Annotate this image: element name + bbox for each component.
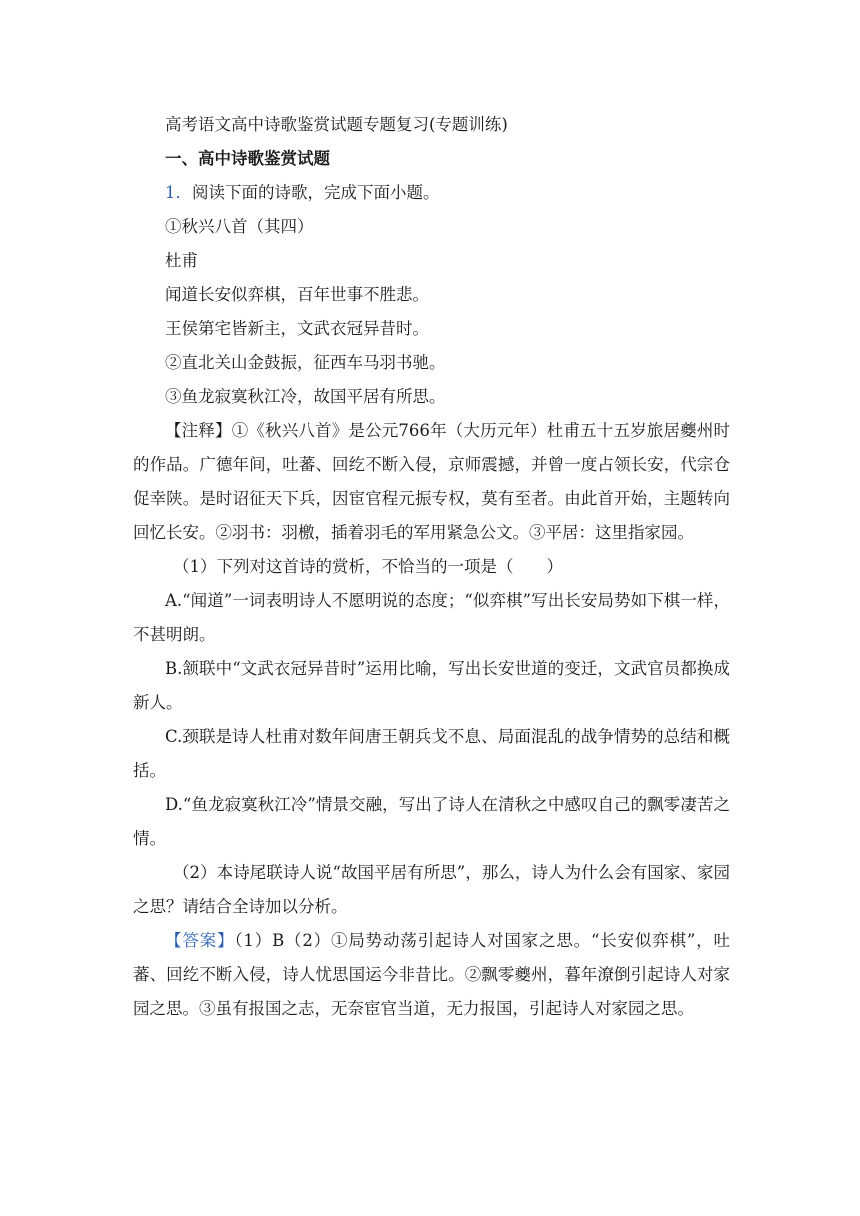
poem-line: 王侯第宅皆新主，文武衣冠异昔时。 xyxy=(165,319,429,338)
question-number: 1． xyxy=(165,183,192,202)
poem-title: ①秋兴八首（其四） xyxy=(165,217,314,236)
annotation-text: ①《秋兴八首》是公元766年（大历元年）杜甫五十五岁旅居夔州时的作品。广德年间，吐蕃、回纥不断入侵，京师震撼，并曾一度占领长安，代宗仓促幸陕。是时诏征天下兵，因宦官程元振专权，莫有至者。由此首开始，主题转向回忆长安。②羽书：羽檄，插着羽毛的军用紧急公文。③平居：这里指家园。 xyxy=(133,421,730,542)
sub-question-1: （1）下列对这首诗的赏析，不恰当的一项是（ ） xyxy=(173,557,563,576)
section-heading: 一、高中诗歌鉴赏试题 xyxy=(165,149,330,168)
poem-line: ③鱼龙寂寞秋江冷，故国平居有所思。 xyxy=(165,387,446,406)
question-line xyxy=(165,176,732,210)
question-prompt: 阅读下面的诗歌，完成下面小题。 xyxy=(192,183,440,202)
option-c: C.颈联是诗人杜甫对数年间唐王朝兵戈不息、局面混乱的战争情势的总结和概括。 xyxy=(133,727,730,780)
sub-question-2: （2）本诗尾联诗人说“故国平居有所思”，那么，诗人为什么会有国家、家园之思？请结合全诗加以分析。 xyxy=(133,863,730,916)
poem-line: ②直北关山金鼓振，征西车马羽书驰。 xyxy=(165,353,446,372)
option-a: A.“闻道”一词表明诗人不愿明说的态度；“似弈棋”写出长安局势如下棋一样，不甚明朗。 xyxy=(133,591,730,644)
answer-tag: 【答案】 xyxy=(165,931,235,950)
option-b: B.颔联中“文武衣冠异昔时”运用比喻，写出长安世道的变迁，文武官员都换成新人。 xyxy=(133,659,730,712)
doc-title: 高考语文高中诗歌鉴赏试题专题复习(专题训练) xyxy=(165,115,508,134)
answer-text: （1）B（2）①局势动荡引起诗人对国家之思。“长安似弈棋”，吐蕃、回纥不断入侵，诗人忧思国运今非昔比。②飘零夔州，暮年潦倒引起诗人对家园之思。③虽有报国之志，无奈宦官当道，无力报国，引起诗人对家园之思。 xyxy=(133,931,730,1018)
annotation-paragraph xyxy=(133,414,730,550)
poem-line: 闻道长安似弈棋，百年世事不胜悲。 xyxy=(165,285,429,304)
answer-paragraph xyxy=(133,924,730,1026)
option-d: D.“鱼龙寂寞秋江冷”情景交融，写出了诗人在清秋之中感叹自己的飘零凄苦之情。 xyxy=(133,795,730,848)
content-block xyxy=(133,414,730,1026)
poem-author: 杜甫 xyxy=(165,251,198,270)
annotation-tag: 【注释】 xyxy=(165,421,232,440)
